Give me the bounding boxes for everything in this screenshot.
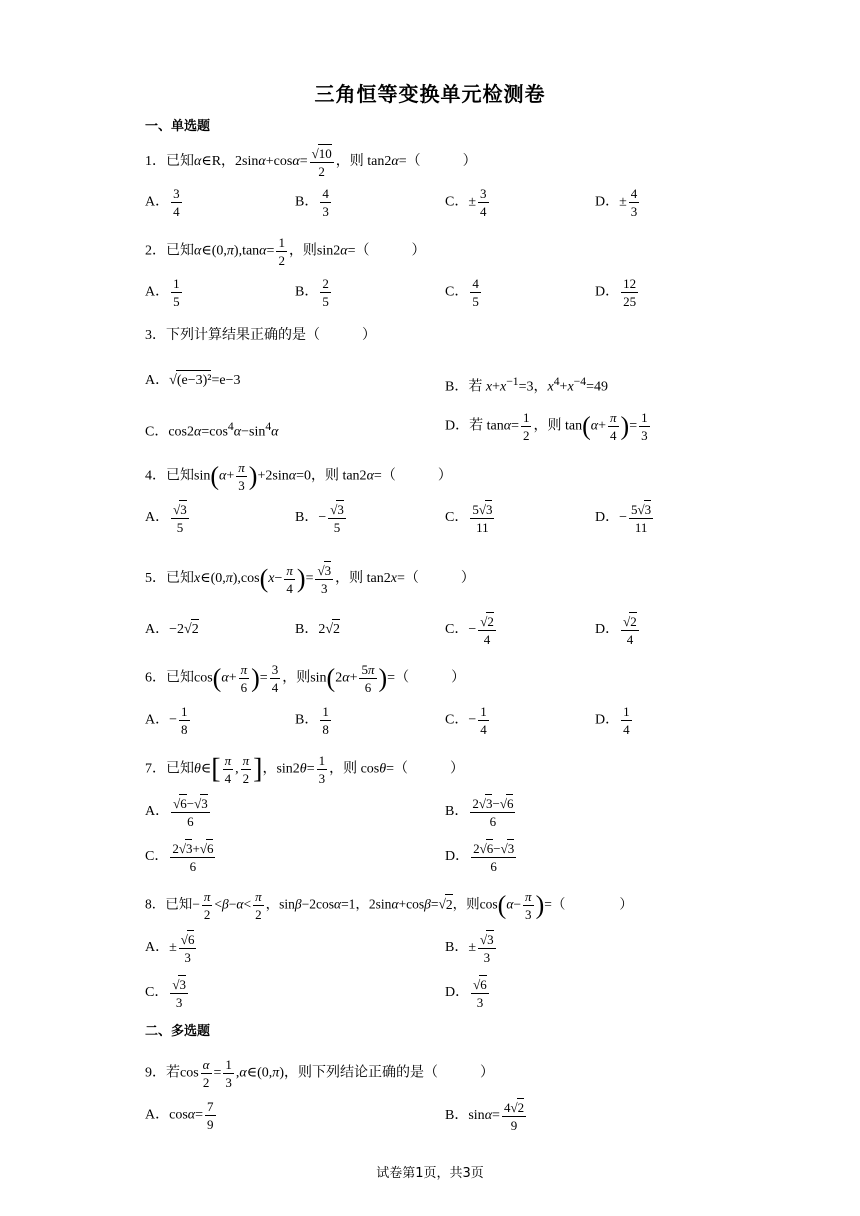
question-number: 3． [145,328,166,343]
question-9: 9．若cos $\frac{\alpha}{2}$ = $\frac{1}{3}$ ,α∈(0,π)，则下列结论正确的是（ ） [145,1057,494,1090]
q5-option-a[interactable]: A．−2√2 [145,619,199,640]
page-footer: 试卷第1页，共3页 [376,1166,484,1181]
q4-option-d[interactable]: D．− $\frac{5√3}{11}$ [595,502,652,535]
q2-option-d[interactable]: D． $\frac{12}{25}$ [595,276,637,309]
q3-option-a[interactable]: A．√(e−3)²=e−3 [145,370,240,391]
q3-option-c[interactable]: C．$\cos 2\alpha=\cos^4\alpha-\sin^4\alpha$ [145,420,279,440]
q8-option-c[interactable]: C． $\frac{√3}{3}$ [145,977,186,1010]
question-number: 5． [145,571,166,587]
q5-option-b[interactable]: B．2√2 [295,619,340,640]
q9-option-a[interactable]: A．cosα= $\frac{7}{9}$ [145,1099,214,1132]
question-number: 9． [145,1065,166,1081]
q8-option-b[interactable]: B．± $\frac{√3}{3}$ [445,932,494,965]
q3-option-b[interactable]: B．若 $x+x^{-1}=3$，$x^4+x^{-4}=49$ [445,375,608,395]
question-4: 4．已知sin(α+ $\frac{\pi}{3}$ )+2sinα=0，则 tan2α=（ ） [145,460,452,493]
q6-option-c[interactable]: C．− $\frac{1}{4}$ [445,704,487,737]
q4-option-a[interactable]: A． $\frac{√3}{5}$ [145,502,187,535]
section-multiple-choice: 二、多选题 [145,1024,211,1039]
page-title: 三角恒等变换单元检测卷 [314,82,546,106]
question-3: 3．下列计算结果正确的是（ ） [145,328,376,343]
q5-option-d[interactable]: D． $\frac{√2}{4}$ [595,614,637,647]
q6-option-a[interactable]: A．− $\frac{1}{8}$ [145,704,188,737]
q2-option-a[interactable]: A． $\frac{1}{5}$ [145,276,180,309]
question-number: 8． [145,896,166,912]
q1-option-c[interactable]: C．± $\frac{3}{4}$ [445,186,487,219]
question-1: 1．已知α∈R，2sinα+cosα= $\frac{√10}{2}$ ，则 tan2α=（ ） [145,146,477,179]
q8-option-a[interactable]: A．± $\frac{√6}{3}$ [145,932,195,965]
q7-option-b[interactable]: B． $\frac{2√3-√6}{6}$ [445,796,514,829]
question-number: 6． [145,670,166,686]
q7-option-c[interactable]: C． $\frac{2√3+√6}{6}$ [145,841,214,874]
question-number: 2． [145,243,166,259]
q9-option-b[interactable]: B．sinα= $\frac{4√2}{9}$ [445,1100,525,1133]
q4-option-c[interactable]: C． $\frac{5√3}{11}$ [445,502,493,535]
q4-option-b[interactable]: B．− $\frac{√3}{5}$ [295,502,344,535]
q1-option-b[interactable]: B． $\frac{4}{3}$ [295,186,329,219]
q6-option-d[interactable]: D． $\frac{1}{4}$ [595,704,630,737]
question-7: 7．已知θ∈[ $\frac{\pi}{4}$ , $\frac{\pi}{2}$ ]，sin2θ= $\frac{1}{3}$ ，则 cosθ=（ ） [145,753,465,786]
q2-option-c[interactable]: C． $\frac{4}{5}$ [445,276,479,309]
section-single-choice: 一、单选题 [145,119,211,134]
question-2: 2．已知α∈(0,π),tanα= $\frac{1}{2}$ ，则sin2α=（ ） [145,235,426,268]
question-number: 4． [145,468,166,484]
q5-option-c[interactable]: C．− $\frac{√2}{4}$ [445,614,494,647]
q7-option-a[interactable]: A． $\frac{√6-√3}{6}$ [145,796,208,829]
q8-option-d[interactable]: D． $\frac{√6}{3}$ [445,977,487,1010]
q1-option-a[interactable]: A． $\frac{3}{4}$ [145,186,180,219]
q3-option-d[interactable]: D．若 tanα= $\frac{1}{2}$ ，则 tan(α+ $\frac{\pi}{4}$ )= $\frac{1}{3}$ [445,410,648,443]
question-5: 5．已知x∈(0,π),cos(x− $\frac{\pi}{4}$ )= $\frac{√3}{3}$ ，则 tan2x=（ ） [145,562,475,596]
q1-option-d[interactable]: D．± $\frac{4}{3}$ [595,186,638,219]
q3-stem: 下列计算结果正确的是 [166,328,306,343]
question-8: 8．已知− $\frac{\pi}{2}$ <β−α< $\frac{\pi}{2}$ ，sinβ−2cosα=1，2sinα+cosβ=√2，则cos(α− $\frac{\pi}{3}$ )=（ ） [145,889,633,922]
question-6: 6．已知cos(α+ $\frac{\pi}{6}$ )= $\frac{3}{4}$ ，则sin(2α+ $\frac{5\pi}{6}$ )=（ ） [145,662,466,695]
q7-option-d[interactable]: D． $\frac{2√6-√3}{6}$ [445,841,515,874]
q6-option-b[interactable]: B． $\frac{1}{8}$ [295,704,329,737]
question-number: 1． [145,154,166,170]
q2-option-b[interactable]: B． $\frac{2}{5}$ [295,276,329,309]
question-number: 7． [145,761,166,777]
